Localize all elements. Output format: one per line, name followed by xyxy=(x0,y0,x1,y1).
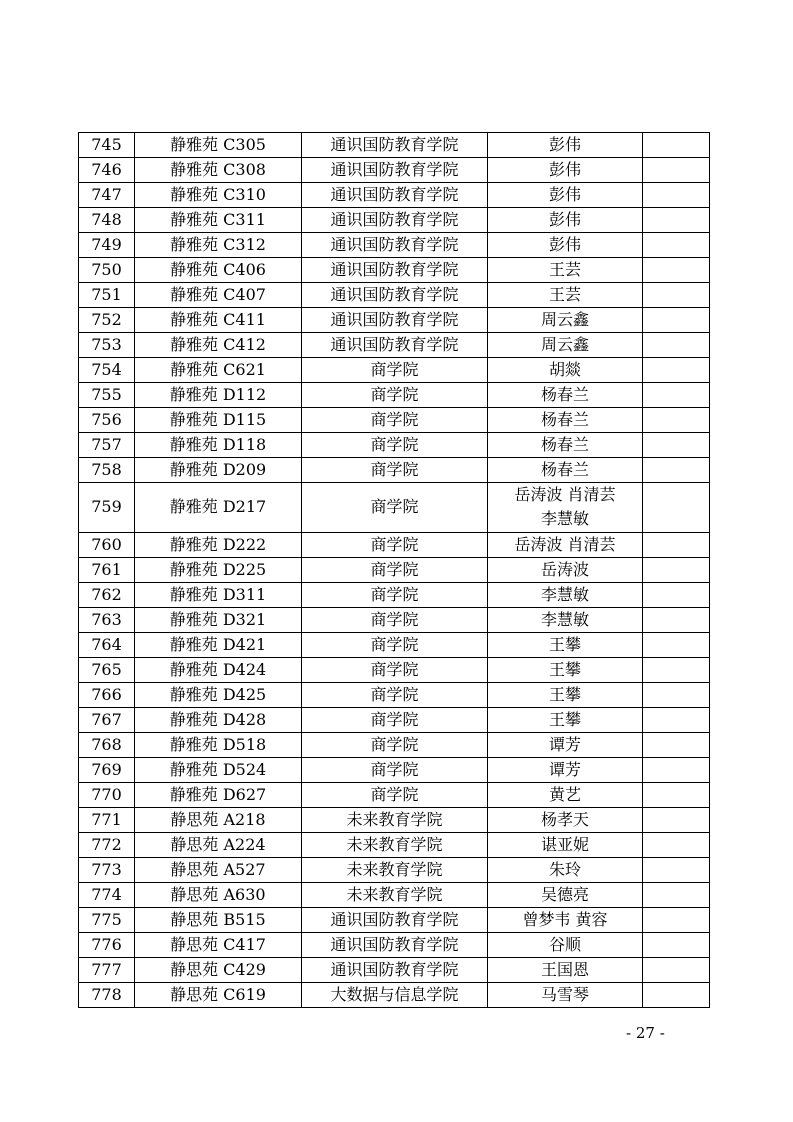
room-cell: 静雅苑 D321 xyxy=(135,607,302,632)
teacher-cell: 王攀 xyxy=(488,707,643,732)
row-number-cell: 760 xyxy=(79,532,135,557)
row-number-cell: 749 xyxy=(79,233,135,258)
table-row xyxy=(79,607,710,632)
table-row xyxy=(79,932,710,957)
note-cell xyxy=(643,433,710,458)
note-cell xyxy=(643,832,710,857)
room-cell: 静雅苑 C310 xyxy=(135,183,302,208)
note-cell xyxy=(643,258,710,283)
room-cell: 静雅苑 D428 xyxy=(135,707,302,732)
teacher-cell: 谭芳 xyxy=(488,757,643,782)
room-cell: 静雅苑 D425 xyxy=(135,682,302,707)
note-cell xyxy=(643,333,710,358)
table-row xyxy=(79,458,710,483)
note-cell xyxy=(643,532,710,557)
teacher-cell: 朱玲 xyxy=(488,857,643,882)
table-row xyxy=(79,957,710,982)
teacher-cell: 曾梦韦 黄容 xyxy=(488,907,643,932)
table-row xyxy=(79,782,710,807)
teacher-cell: 彭伟 xyxy=(488,158,643,183)
teacher-cell: 谌亚妮 xyxy=(488,832,643,857)
college-cell: 通识国防教育学院 xyxy=(302,957,488,982)
table-row xyxy=(79,857,710,882)
room-cell: 静雅苑 D627 xyxy=(135,782,302,807)
college-cell: 商学院 xyxy=(302,557,488,582)
teacher-cell: 周云鑫 xyxy=(488,333,643,358)
teacher-cell: 岳涛波 肖清芸 xyxy=(488,532,643,557)
note-cell xyxy=(643,383,710,408)
note-cell xyxy=(643,957,710,982)
table-row xyxy=(79,283,710,308)
note-cell xyxy=(643,732,710,757)
room-cell: 静雅苑 D209 xyxy=(135,458,302,483)
college-cell: 商学院 xyxy=(302,483,488,533)
table-row xyxy=(79,807,710,832)
table-row xyxy=(79,183,710,208)
table-row xyxy=(79,233,710,258)
table-row xyxy=(79,682,710,707)
row-number-cell: 757 xyxy=(79,433,135,458)
college-cell: 通识国防教育学院 xyxy=(302,158,488,183)
college-cell: 商学院 xyxy=(302,458,488,483)
room-cell: 静雅苑 C621 xyxy=(135,358,302,383)
teacher-cell: 王攀 xyxy=(488,657,643,682)
teacher-cell: 李慧敏 xyxy=(488,582,643,607)
college-cell: 商学院 xyxy=(302,732,488,757)
teacher-cell: 王攀 xyxy=(488,632,643,657)
room-cell: 静雅苑 C411 xyxy=(135,308,302,333)
college-cell: 未来教育学院 xyxy=(302,807,488,832)
row-number-cell: 777 xyxy=(79,957,135,982)
note-cell xyxy=(643,208,710,233)
college-cell: 通识国防教育学院 xyxy=(302,308,488,333)
college-cell: 商学院 xyxy=(302,632,488,657)
teacher-cell: 谷顺 xyxy=(488,932,643,957)
row-number-cell: 762 xyxy=(79,582,135,607)
row-number-cell: 769 xyxy=(79,757,135,782)
row-number-cell: 773 xyxy=(79,857,135,882)
note-cell xyxy=(643,308,710,333)
teacher-cell: 马雪琴 xyxy=(488,982,643,1007)
row-number-cell: 752 xyxy=(79,308,135,333)
room-cell: 静雅苑 D112 xyxy=(135,383,302,408)
room-cell: 静雅苑 D217 xyxy=(135,483,302,533)
row-number-cell: 755 xyxy=(79,383,135,408)
college-cell: 通识国防教育学院 xyxy=(302,258,488,283)
college-cell: 通识国防教育学院 xyxy=(302,233,488,258)
teacher-cell: 杨春兰 xyxy=(488,408,643,433)
college-cell: 商学院 xyxy=(302,433,488,458)
teacher-cell: 杨春兰 xyxy=(488,383,643,408)
college-cell: 商学院 xyxy=(302,757,488,782)
room-cell: 静雅苑 C406 xyxy=(135,258,302,283)
college-cell: 通识国防教育学院 xyxy=(302,133,488,158)
table-row xyxy=(79,982,710,1007)
note-cell xyxy=(643,657,710,682)
table-row xyxy=(79,433,710,458)
note-cell xyxy=(643,283,710,308)
college-cell: 商学院 xyxy=(302,383,488,408)
note-cell xyxy=(643,358,710,383)
note-cell xyxy=(643,882,710,907)
table-row xyxy=(79,582,710,607)
teacher-cell: 彭伟 xyxy=(488,208,643,233)
page-number: - 27 - xyxy=(626,1024,665,1042)
table-row xyxy=(79,557,710,582)
row-number-cell: 761 xyxy=(79,557,135,582)
row-number-cell: 765 xyxy=(79,657,135,682)
row-number-cell: 748 xyxy=(79,208,135,233)
note-cell xyxy=(643,807,710,832)
room-cell: 静思苑 C429 xyxy=(135,957,302,982)
table-row xyxy=(79,208,710,233)
note-cell xyxy=(643,458,710,483)
college-cell: 大数据与信息学院 xyxy=(302,982,488,1007)
room-cell: 静思苑 A527 xyxy=(135,857,302,882)
room-cell: 静思苑 C619 xyxy=(135,982,302,1007)
table-row xyxy=(79,358,710,383)
college-cell: 未来教育学院 xyxy=(302,882,488,907)
table-row xyxy=(79,707,710,732)
row-number-cell: 759 xyxy=(79,483,135,533)
row-number-cell: 753 xyxy=(79,333,135,358)
row-number-cell: 745 xyxy=(79,133,135,158)
teacher-cell: 彭伟 xyxy=(488,183,643,208)
table-row xyxy=(79,632,710,657)
teacher-cell: 杨春兰 xyxy=(488,433,643,458)
note-cell xyxy=(643,233,710,258)
row-number-cell: 751 xyxy=(79,283,135,308)
room-cell: 静雅苑 D421 xyxy=(135,632,302,657)
row-number-cell: 770 xyxy=(79,782,135,807)
note-cell xyxy=(643,682,710,707)
note-cell xyxy=(643,158,710,183)
room-cell: 静雅苑 D115 xyxy=(135,408,302,433)
note-cell xyxy=(643,707,710,732)
table-row xyxy=(79,832,710,857)
teacher-cell: 杨春兰 xyxy=(488,458,643,483)
table-row xyxy=(79,308,710,333)
college-cell: 通识国防教育学院 xyxy=(302,283,488,308)
teacher-cell: 王芸 xyxy=(488,283,643,308)
row-number-cell: 766 xyxy=(79,682,135,707)
row-number-cell: 771 xyxy=(79,807,135,832)
table-row xyxy=(79,907,710,932)
row-number-cell: 746 xyxy=(79,158,135,183)
college-cell: 商学院 xyxy=(302,408,488,433)
note-cell xyxy=(643,607,710,632)
room-cell: 静雅苑 C311 xyxy=(135,208,302,233)
college-cell: 商学院 xyxy=(302,782,488,807)
room-cell: 静思苑 C417 xyxy=(135,932,302,957)
teacher-cell: 岳涛波 肖清芸 李慧敏 xyxy=(488,483,643,533)
note-cell xyxy=(643,557,710,582)
room-cell: 静雅苑 C308 xyxy=(135,158,302,183)
table-row xyxy=(79,882,710,907)
note-cell xyxy=(643,857,710,882)
table-row xyxy=(79,732,710,757)
college-cell: 商学院 xyxy=(302,682,488,707)
room-cell: 静雅苑 D524 xyxy=(135,757,302,782)
row-number-cell: 775 xyxy=(79,907,135,932)
college-cell: 商学院 xyxy=(302,657,488,682)
room-cell: 静雅苑 C407 xyxy=(135,283,302,308)
table-row xyxy=(79,133,710,158)
teacher-cell: 王国恩 xyxy=(488,957,643,982)
college-cell: 商学院 xyxy=(302,582,488,607)
teacher-cell: 李慧敏 xyxy=(488,607,643,632)
room-cell: 静雅苑 D225 xyxy=(135,557,302,582)
row-number-cell: 754 xyxy=(79,358,135,383)
room-cell: 静思苑 A630 xyxy=(135,882,302,907)
table-row xyxy=(79,532,710,557)
college-cell: 通识国防教育学院 xyxy=(302,208,488,233)
room-cell: 静雅苑 D424 xyxy=(135,657,302,682)
college-cell: 未来教育学院 xyxy=(302,832,488,857)
room-cell: 静思苑 A224 xyxy=(135,832,302,857)
college-cell: 商学院 xyxy=(302,607,488,632)
teacher-cell: 谭芳 xyxy=(488,732,643,757)
teacher-cell: 周云鑫 xyxy=(488,308,643,333)
row-number-cell: 764 xyxy=(79,632,135,657)
table-row xyxy=(79,657,710,682)
table-row xyxy=(79,757,710,782)
note-cell xyxy=(643,907,710,932)
row-number-cell: 776 xyxy=(79,932,135,957)
teacher-cell: 胡燚 xyxy=(488,358,643,383)
row-number-cell: 778 xyxy=(79,982,135,1007)
row-number-cell: 756 xyxy=(79,408,135,433)
row-number-cell: 774 xyxy=(79,882,135,907)
room-cell: 静雅苑 D311 xyxy=(135,582,302,607)
dormitory-table xyxy=(78,132,710,1008)
teacher-cell: 彭伟 xyxy=(488,133,643,158)
college-cell: 通识国防教育学院 xyxy=(302,932,488,957)
college-cell: 通识国防教育学院 xyxy=(302,333,488,358)
note-cell xyxy=(643,582,710,607)
college-cell: 通识国防教育学院 xyxy=(302,907,488,932)
room-cell: 静雅苑 D518 xyxy=(135,732,302,757)
college-cell: 商学院 xyxy=(302,532,488,557)
note-cell xyxy=(643,932,710,957)
room-cell: 静雅苑 C412 xyxy=(135,333,302,358)
teacher-cell: 吴德亮 xyxy=(488,882,643,907)
note-cell xyxy=(643,782,710,807)
teacher-cell: 黄艺 xyxy=(488,782,643,807)
note-cell xyxy=(643,632,710,657)
row-number-cell: 747 xyxy=(79,183,135,208)
row-number-cell: 767 xyxy=(79,707,135,732)
row-number-cell: 768 xyxy=(79,732,135,757)
room-cell: 静思苑 A218 xyxy=(135,807,302,832)
college-cell: 未来教育学院 xyxy=(302,857,488,882)
note-cell xyxy=(643,408,710,433)
note-cell xyxy=(643,483,710,533)
table-row xyxy=(79,483,710,533)
row-number-cell: 758 xyxy=(79,458,135,483)
table-row xyxy=(79,383,710,408)
row-number-cell: 750 xyxy=(79,258,135,283)
college-cell: 商学院 xyxy=(302,707,488,732)
table-row xyxy=(79,258,710,283)
teacher-cell: 杨孝天 xyxy=(488,807,643,832)
table-row xyxy=(79,158,710,183)
row-number-cell: 763 xyxy=(79,607,135,632)
college-cell: 商学院 xyxy=(302,358,488,383)
note-cell xyxy=(643,133,710,158)
teacher-cell: 王芸 xyxy=(488,258,643,283)
room-cell: 静雅苑 D118 xyxy=(135,433,302,458)
note-cell xyxy=(643,982,710,1007)
teacher-cell: 岳涛波 xyxy=(488,557,643,582)
room-cell: 静思苑 B515 xyxy=(135,907,302,932)
room-cell: 静雅苑 C305 xyxy=(135,133,302,158)
table-row xyxy=(79,408,710,433)
room-cell: 静雅苑 D222 xyxy=(135,532,302,557)
row-number-cell: 772 xyxy=(79,832,135,857)
teacher-cell: 王攀 xyxy=(488,682,643,707)
college-cell: 通识国防教育学院 xyxy=(302,183,488,208)
note-cell xyxy=(643,183,710,208)
table-row xyxy=(79,333,710,358)
note-cell xyxy=(643,757,710,782)
room-cell: 静雅苑 C312 xyxy=(135,233,302,258)
table-body xyxy=(79,133,710,1008)
teacher-cell: 彭伟 xyxy=(488,233,643,258)
